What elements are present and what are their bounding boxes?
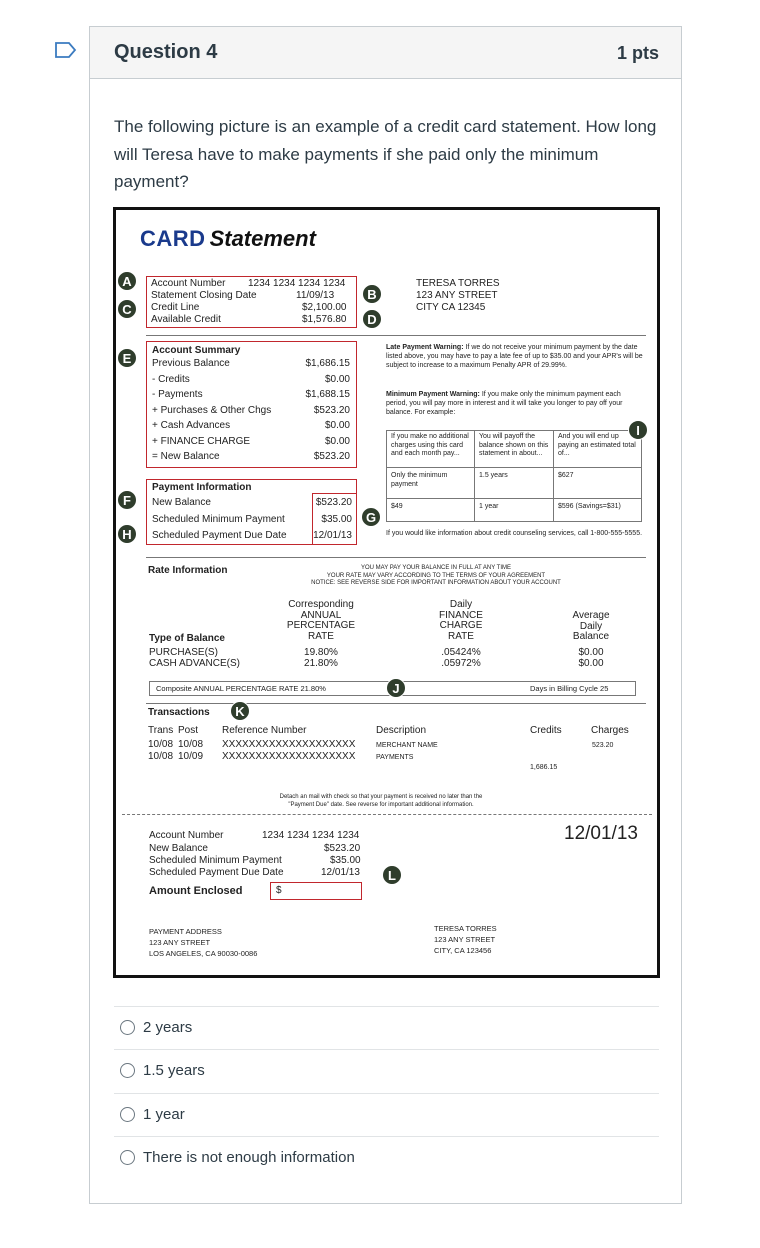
option-divider xyxy=(114,1049,659,1050)
flag-question-icon[interactable] xyxy=(54,41,78,59)
badge-k: K xyxy=(230,701,250,721)
summary-label: + FINANCE CHARGE xyxy=(152,435,251,447)
answer-option-1-5-years[interactable] xyxy=(120,1062,205,1079)
txn-description: MERCHANT NAME xyxy=(376,742,438,749)
summary-value: $523.20 xyxy=(313,404,350,416)
badge-a: A xyxy=(117,271,137,291)
badge-h: H xyxy=(117,524,137,544)
payoff-header-2: You will payoff the balance shown on this statement in about... xyxy=(479,433,549,457)
divider xyxy=(146,557,646,558)
detach-line xyxy=(122,814,652,815)
answer-label: 1 year xyxy=(143,1106,185,1123)
late-payment-warning: Late Payment Warning: If we do not receive your minimum payment by the date listed above, you may have to pay a late fee of up to $35.00 and your APR's will be subject to increase to a maximum Penalty APR of 29.99%. xyxy=(386,344,643,369)
statement-logo: CARD Statement xyxy=(140,226,316,251)
payment-info-value: 12/01/13 xyxy=(313,530,352,541)
summary-value: $0.00 xyxy=(324,435,350,447)
rate-info-title: Rate Information xyxy=(148,565,228,576)
rate-apr: 21.80% xyxy=(304,658,338,669)
available-credit-value: $1,576.80 xyxy=(302,314,347,325)
credit-line-label: Credit Line xyxy=(151,302,200,313)
txn-description: PAYMENTS xyxy=(376,754,414,761)
customer-street: 123 ANY STREET xyxy=(416,290,498,301)
payment-info-label: Scheduled Payment Due Date xyxy=(152,530,287,541)
composite-rate: Composite ANNUAL PERCENTAGE RATE 21.80% xyxy=(156,684,326,693)
question-title: Question 4 xyxy=(114,41,218,63)
payment-info-title: Payment Information xyxy=(152,482,252,493)
summary-label: = New Balance xyxy=(152,451,220,462)
badge-j: J xyxy=(386,678,406,698)
billing-cycle-days: Days in Billing Cycle 25 xyxy=(530,684,609,693)
coupon-balance-value: $523.20 xyxy=(324,843,361,854)
txn-reference: XXXXXXXXXXXXXXXXXXXX xyxy=(222,751,356,762)
answer-option-1-year[interactable] xyxy=(120,1106,185,1123)
closing-date-value: 11/09/13 xyxy=(296,290,335,301)
txn-credits: 1,686.15 xyxy=(530,764,558,771)
rate-type: PURCHASE(S) xyxy=(149,647,218,658)
question-card xyxy=(89,26,682,1204)
rate-daily: .05972% xyxy=(441,658,481,669)
coupon-min-label: Scheduled Minimum Payment xyxy=(149,855,282,866)
post-header: Post xyxy=(178,725,199,736)
credits-header: Credits xyxy=(530,725,562,736)
summary-label: Previous Balance xyxy=(152,358,230,369)
amount-enclosed-box xyxy=(270,882,362,900)
counseling-text: If you would like information about credit counseling services, call 1-800-555-5555. xyxy=(386,530,643,537)
closing-date-label: Statement Closing Date xyxy=(151,290,257,301)
option-divider xyxy=(114,1006,659,1007)
question-header xyxy=(90,27,681,79)
statement-image xyxy=(113,207,660,978)
badge-l: L xyxy=(382,865,402,885)
rate-daily: .05424% xyxy=(441,647,481,658)
summary-label: + Cash Advances xyxy=(152,420,231,431)
summary-value: $0.00 xyxy=(324,420,350,431)
txn-trans-date: 10/08 xyxy=(148,739,174,750)
answer-label: 2 years xyxy=(143,1019,193,1036)
payoff-cell: $627 xyxy=(558,472,574,479)
badge-g: G xyxy=(361,507,381,527)
rate-notices: YOU MAY PAY YOUR BALANCE IN FULL AT ANY TIME YOUR RATE MAY VARY ACCORDING TO THE TERMS OF YOUR AGREEMENT NOTICE: SEE REVERSE SIDE FOR IMPORTANT INFORMATION ABOUT YOUR ACCOUNT xyxy=(311,565,561,586)
minimum-payment-warning: Minimum Payment Warning: If you make only the minimum payment each period, you will pay more in interest and it will take you longer to pay off your balance. For example: xyxy=(386,391,623,416)
payoff-cell: 1.5 years xyxy=(479,472,508,479)
trans-header: Trans xyxy=(148,725,174,736)
badge-b: B xyxy=(362,284,382,304)
customer-city: CITY CA 12345 xyxy=(416,302,486,313)
payment-info-value: $523.20 xyxy=(315,497,352,508)
txn-charges: 523.20 xyxy=(592,742,614,749)
badge-d: D xyxy=(362,309,382,329)
payoff-header-3: And you will end up paying an estimated total of... xyxy=(558,433,636,457)
payment-address: PAYMENT ADDRESS 123 ANY STREET LOS ANGELES, CA 90030-0086 xyxy=(149,927,258,958)
rate-avg-balance: $0.00 xyxy=(578,647,604,658)
txn-post-date: 10/09 xyxy=(178,751,204,762)
txn-trans-date: 10/08 xyxy=(148,751,174,762)
badge-i: I xyxy=(628,420,648,440)
divider xyxy=(146,703,646,704)
payoff-table-rule xyxy=(386,467,642,468)
summary-value: $523.20 xyxy=(313,451,350,462)
summary-label: + Purchases & Other Chgs xyxy=(152,404,272,416)
avg-balance-column-header: Average Daily Balance xyxy=(572,610,610,642)
badge-c: C xyxy=(117,299,137,319)
detach-note: Detach an mail with check so that your payment is received no later than the "Payment Due" date. See reverse for important additional information. xyxy=(279,794,483,808)
txn-reference: XXXXXXXXXXXXXXXXXXXX xyxy=(222,739,356,750)
customer-coupon-address: TERESA TORRES 123 ANY STREET CITY, CA 123456 xyxy=(434,924,497,955)
rate-apr: 19.80% xyxy=(304,647,338,658)
payoff-cell: $596 (Savings=$31) xyxy=(558,503,621,510)
credit-line-value: $2,100.00 xyxy=(302,302,347,313)
available-credit-label: Available Credit xyxy=(151,314,221,325)
answer-label: There is not enough information xyxy=(143,1149,355,1166)
txn-post-date: 10/08 xyxy=(178,739,204,750)
description-header: Description xyxy=(376,725,427,736)
payment-info-label: New Balance xyxy=(152,497,211,508)
radio-button[interactable] xyxy=(120,1150,135,1165)
account-number-value: 1234 1234 1234 1234 xyxy=(248,278,346,289)
payoff-table-vline xyxy=(474,430,475,522)
apr-column-header: Corresponding ANNUAL PERCENTAGE RATE xyxy=(286,599,356,642)
coupon-due-label: Scheduled Payment Due Date xyxy=(149,867,284,878)
question-points: 1 pts xyxy=(616,43,659,63)
rate-type: CASH ADVANCE(S) xyxy=(149,658,240,669)
coupon-balance-label: New Balance xyxy=(149,843,208,854)
amount-enclosed-label: Amount Enclosed xyxy=(149,885,243,897)
badge-f: F xyxy=(117,490,137,510)
payoff-cell: Only the minimum payment xyxy=(391,472,448,488)
reference-header: Reference Number xyxy=(222,725,307,736)
rate-avg-balance: $0.00 xyxy=(578,658,604,669)
summary-label: - Credits xyxy=(152,373,190,385)
divider xyxy=(146,335,646,336)
summary-label: - Payments xyxy=(152,389,203,400)
radio-button[interactable] xyxy=(120,1020,135,1035)
answer-option-2-years[interactable] xyxy=(120,1019,192,1036)
badge-e: E xyxy=(117,348,137,368)
balance-type-header: Type of Balance xyxy=(149,633,225,644)
coupon-min-value: $35.00 xyxy=(330,855,361,866)
transactions-title: Transactions xyxy=(148,707,210,718)
payment-info-value: $35.00 xyxy=(321,513,352,525)
amount-enclosed-value: $ xyxy=(276,885,282,896)
radio-button[interactable] xyxy=(120,1107,135,1122)
summary-value: $1,688.15 xyxy=(305,389,350,400)
account-summary-title: Account Summary xyxy=(152,345,241,356)
answer-option-not-enough-info[interactable] xyxy=(120,1149,355,1166)
daily-rate-column-header: Daily FINANCE CHARGE RATE xyxy=(439,599,483,642)
coupon-due-date-large: 12/01/13 xyxy=(564,823,638,844)
payoff-table-vline xyxy=(553,430,554,522)
payment-info-label: Scheduled Minimum Payment xyxy=(152,513,285,525)
summary-value: $1,686.15 xyxy=(305,358,350,369)
radio-button[interactable] xyxy=(120,1063,135,1078)
coupon-account-value: 1234 1234 1234 1234 xyxy=(262,830,360,841)
summary-value: $0.00 xyxy=(324,373,350,385)
account-number-label: Account Number xyxy=(151,278,226,289)
coupon-due-value: 12/01/13 xyxy=(321,867,360,878)
payoff-table-rule xyxy=(386,498,642,499)
charges-header: Charges xyxy=(591,725,629,736)
question-text: The following picture is an example of a credit card statement. How long will Teresa have to make payments if she paid only the minimum payment? xyxy=(114,117,657,191)
payoff-cell: $49 xyxy=(391,503,403,510)
option-divider xyxy=(114,1093,659,1094)
coupon-account-label: Account Number xyxy=(149,830,224,841)
payoff-cell: 1 year xyxy=(479,503,499,510)
option-divider xyxy=(114,1136,659,1137)
answer-label: 1.5 years xyxy=(143,1062,205,1079)
customer-name: TERESA TORRES xyxy=(416,278,500,289)
payoff-header-1: If you make no additional charges using this card and each month pay... xyxy=(391,433,469,457)
